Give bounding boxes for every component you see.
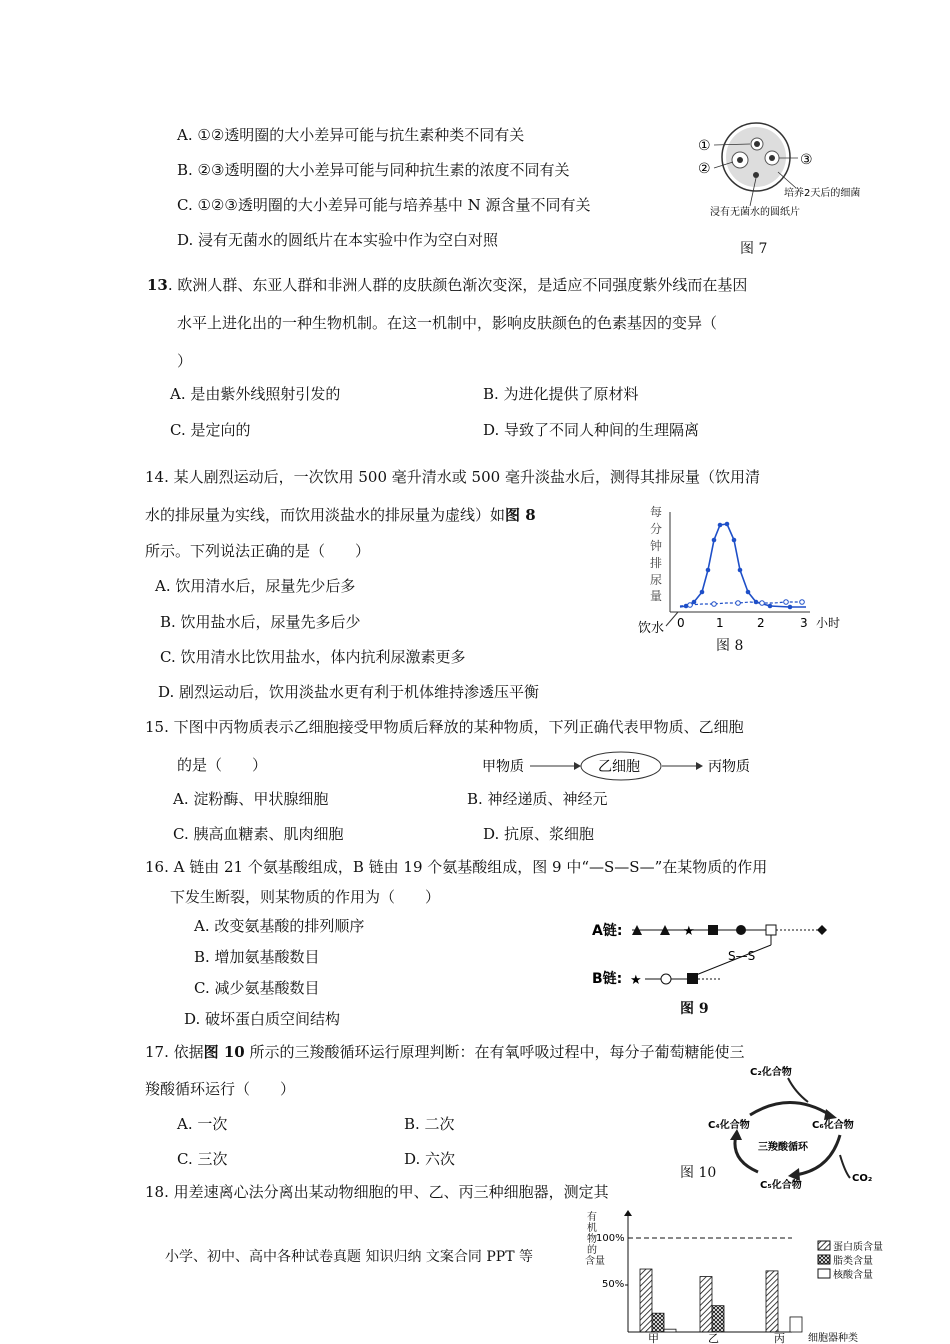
fig9-a-chain-label: A链: <box>592 923 623 939</box>
figure-7 <box>690 120 890 260</box>
q15-option-d: D. 抗原、浆细胞 <box>483 825 595 843</box>
q17-line1: 17. 依据图 10 所示的三羧酸循环运行原理判断：在有氧呼吸过程中，每分子葡萄糖能使三 <box>145 1043 745 1061</box>
fig8-ylabel-3: 排 <box>650 556 663 570</box>
fig8-tick-0: 0 <box>677 616 685 630</box>
chart-ylabel-4: 含量 <box>585 1256 605 1267</box>
legend-swatch-2 <box>818 1269 830 1278</box>
fig8-tick-2: 2 <box>757 616 765 630</box>
bar-0-2 <box>664 1329 676 1332</box>
bar-0-0 <box>640 1269 652 1332</box>
q14-option-d: D. 剧烈运动后，饮用淡盐水更有利于机体维持渗透压平衡 <box>158 683 540 701</box>
q13-line3: ） <box>177 352 193 370</box>
fig8-unit: 小时 <box>816 616 841 630</box>
q14-line2: 水的排尿量为实线，而饮用淡盐水的排尿量为虚线）如图 8 <box>145 506 536 524</box>
q15-line1: 15. 下图中丙物质表示乙细胞接受甲物质后释放的某种物质，下列正确代表甲物质、乙细胞 <box>145 718 744 736</box>
q13-line2: 水平上进化出的一种生物机制。在这一机制中，影响皮肤颜色的色素基因的变异（ <box>177 314 718 332</box>
svg-text:★: ★ <box>630 973 642 988</box>
fig8-start-label: 饮水 <box>638 621 665 636</box>
flow-right: 丙物质 <box>708 759 750 775</box>
q17-line2: 羧酸循环运行（ ） <box>145 1080 296 1098</box>
q12-option-c: C. ①②③透明圈的大小差异可能与培养基中 N 源含量不同有关 <box>177 196 591 214</box>
fig10-co2: CO₂ <box>852 1173 873 1184</box>
bar-2-0 <box>766 1271 778 1332</box>
legend-label-0: 蛋白质含量 <box>833 1242 883 1253</box>
chart-xlabel: 细胞器种类 <box>808 1333 858 1344</box>
figure-9 <box>590 915 840 995</box>
chart-ytick-50: 50% <box>602 1279 625 1290</box>
chart-ylabel-0: 有 <box>587 1212 597 1223</box>
q16-option-a: A. 改变氨基酸的排列顺序 <box>194 917 365 935</box>
chart-ylabel-3: 的 <box>587 1245 597 1256</box>
q14-option-a: A. 饮用清水后，尿量先少后多 <box>155 577 356 595</box>
q13-option-c: C. 是定向的 <box>170 421 251 439</box>
fig8-ylabel-1: 分 <box>650 522 663 536</box>
legend-label-2: 核酸含量 <box>833 1270 873 1281</box>
fig10-c6: C₆化合物 <box>812 1120 854 1131</box>
legend-swatch-0 <box>818 1241 830 1250</box>
fig7-label-bacteria: 培养2天后的细菌 <box>784 188 861 199</box>
fig10-center: 三羧酸循环 <box>758 1142 808 1153</box>
q13-option-a: A. 是由紫外线照射引发的 <box>170 385 341 403</box>
bar-1-1 <box>712 1306 724 1332</box>
q15-option-b: B. 神经递质、神经元 <box>467 790 608 808</box>
fig9-ss-label: S—S <box>728 949 756 963</box>
fig10-c5: C₅化合物 <box>760 1180 802 1191</box>
disc-1 <box>754 141 760 147</box>
figure-8 <box>630 500 860 650</box>
chart-ytick-100: 100% <box>596 1233 625 1244</box>
q17-option-a: A. 一次 <box>177 1115 228 1133</box>
fig8-solid-line <box>680 524 806 607</box>
q12-option-d: D. 浸有无菌水的圆纸片在本实验中作为空白对照 <box>177 231 499 249</box>
fig7-label-3: ③ <box>800 152 813 168</box>
fig8-caption: 图 8 <box>716 638 744 654</box>
bar-1-0 <box>700 1277 712 1332</box>
q15-flow-diagram <box>478 748 778 784</box>
svg-text:★: ★ <box>683 924 695 939</box>
q16-option-d: D. 破坏蛋白质空间结构 <box>184 1010 341 1028</box>
q16-option-c: C. 减少氨基酸数目 <box>194 979 320 997</box>
q15-line2: 的是（ ） <box>177 756 268 774</box>
disc-3 <box>769 155 775 161</box>
q14-line3: 所示。下列说法正确的是（ ） <box>145 542 371 560</box>
q14-option-c: C. 饮用清水比饮用盐水，体内抗利尿激素更多 <box>160 648 466 666</box>
fig7-label-disc: 浸有无菌水的圆纸片 <box>710 207 800 218</box>
q17-option-b: B. 二次 <box>404 1115 455 1133</box>
fig7-label-1: ① <box>698 138 711 154</box>
footer-text: 小学、初中、高中各种试卷真题 知识归纳 文案合同 PPT 等 <box>165 1249 533 1265</box>
legend-label-1: 脂类含量 <box>833 1256 873 1267</box>
fig7-label-2: ② <box>698 161 711 177</box>
q14-option-b: B. 饮用盐水后，尿量先多后少 <box>160 613 361 631</box>
q16-option-b: B. 增加氨基酸数目 <box>194 948 320 966</box>
q17-option-d: D. 六次 <box>404 1150 456 1168</box>
q14-line1: 14. 某人剧烈运动后，一次饮用 500 毫升清水或 500 毫升淡盐水后，测得其排尿量（饮用清 <box>145 468 760 486</box>
fig8-ylabel-2: 钟 <box>650 539 663 553</box>
fig7-caption: 图 7 <box>740 241 768 257</box>
disc-2 <box>737 157 743 163</box>
chart-ylabel-1: 机 <box>587 1223 597 1234</box>
q13-option-b: B. 为进化提供了原材料 <box>483 385 639 403</box>
fig9-caption: 图 9 <box>680 1001 709 1017</box>
q18-bar-chart <box>582 1208 912 1344</box>
bar-2-2 <box>790 1317 802 1332</box>
fig10-caption: 图 10 <box>680 1165 717 1181</box>
q17-option-c: C. 三次 <box>177 1150 228 1168</box>
fig10-c4: C₄化合物 <box>708 1120 750 1131</box>
q18-line1: 18. 用差速离心法分离出某动物细胞的甲、乙、丙三种细胞器，测定其 <box>145 1183 609 1201</box>
legend-swatch-1 <box>818 1255 830 1264</box>
q13-line1: 13. 欧洲人群、东亚人群和非洲人群的皮肤颜色渐次变深，是适应不同强度紫外线而在基因 <box>147 276 748 294</box>
bar-0-1 <box>652 1313 664 1332</box>
disc-water <box>753 172 759 178</box>
chart-category-label: 乙 <box>708 1332 719 1344</box>
chart-category-label: 甲 <box>648 1332 659 1344</box>
fig8-tick-1: 1 <box>716 616 724 630</box>
flow-left: 甲物质 <box>482 759 524 775</box>
q16-line2: 下发生断裂，则某物质的作用为（ ） <box>170 888 441 906</box>
q13-option-d: D. 导致了不同人种间的生理隔离 <box>483 421 700 439</box>
fig9-b-chain-label: B链: <box>592 971 623 987</box>
q15-option-c: C. 胰高血糖素、肌肉细胞 <box>173 825 344 843</box>
figure-10 <box>700 1060 890 1195</box>
fig8-ylabel-5: 量 <box>650 589 663 603</box>
q15-option-a: A. 淀粉酶、甲状腺细胞 <box>173 790 329 808</box>
fig10-c2: C₂化合物 <box>750 1067 792 1078</box>
fig8-tick-3: 3 <box>800 616 808 630</box>
q12-option-b: B. ②③透明圈的大小差异可能与同种抗生素的浓度不同有关 <box>177 161 570 179</box>
q12-option-a: A. ①②透明圈的大小差异可能与抗生素种类不同有关 <box>177 126 525 144</box>
fig8-ylabel-4: 尿 <box>650 573 663 587</box>
chart-category-label: 丙 <box>774 1332 785 1344</box>
q16-line1: 16. A 链由 21 个氨基酸组成，B 链由 19 个氨基酸组成，图 9 中“—S—S—”在某物质的作用 <box>145 858 768 876</box>
fig8-ylabel-0: 每 <box>650 505 663 519</box>
flow-center: 乙细胞 <box>598 759 640 775</box>
chart-ylabel-2: 物 <box>587 1234 597 1245</box>
